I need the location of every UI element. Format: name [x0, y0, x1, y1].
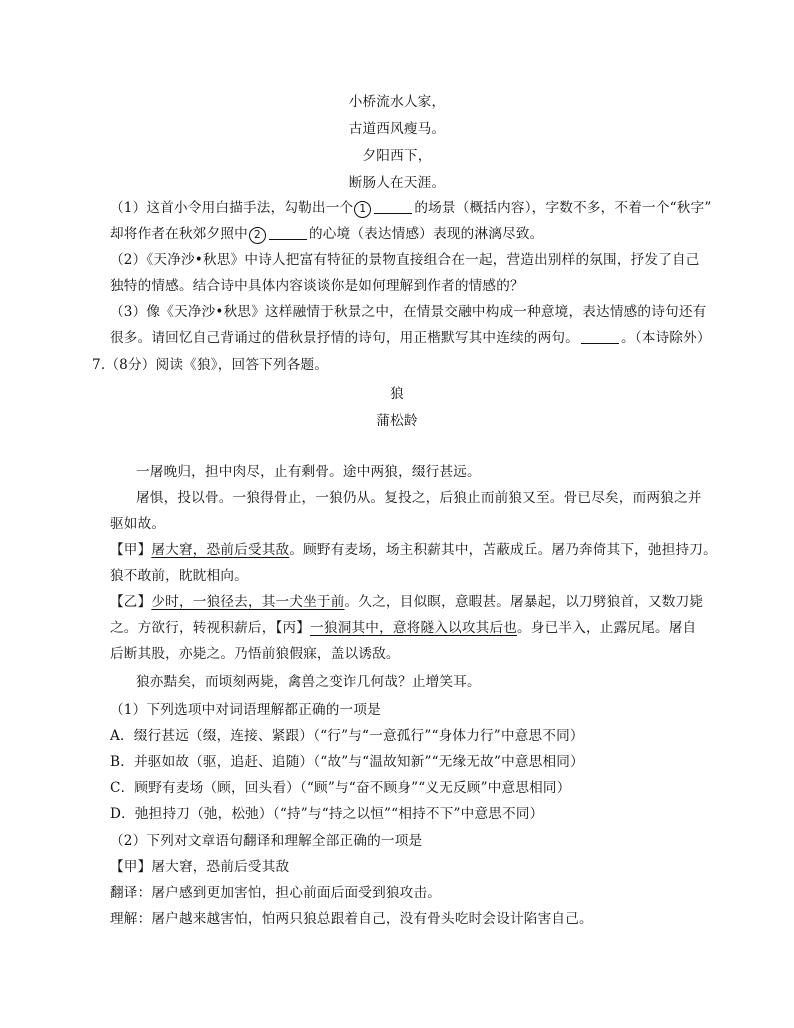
passage-author: 蒲松龄 — [376, 413, 418, 429]
q6-sub3-text-b: 。（本诗除外） — [621, 330, 711, 346]
passage-para-4-text-a: 之。方欲行，转视积薪后， — [110, 620, 276, 636]
q7-header: 7.（8分）阅读《狼》，回答下列各题。 — [92, 357, 329, 373]
passage-para-2-line2: 驱如故。 — [110, 516, 166, 532]
passage-para-4-line2 — [110, 618, 696, 638]
option-d[interactable]: D．弛担持刀（弛，松弛）（“持”与“持之以恒”“相持不下”中意思不同） — [110, 806, 544, 822]
q6-sub1-text-d: 的心境（表达情感）表现的淋漓尽致。 — [308, 226, 544, 242]
marker-bing: 【丙】 — [275, 620, 311, 636]
passage-para-4-line3: 后断其股，亦毙之。乃悟前狼假寐，盖以诱敌。 — [110, 646, 400, 662]
poem-line-1: 小桥流水人家， — [348, 94, 446, 110]
poem-line-4: 断肠人在天涯。 — [348, 175, 446, 191]
passage-title: 狼 — [390, 386, 404, 402]
q7-sub2-stem: （2）下列对文章语句翻译和理解全部正确的一项是 — [110, 833, 423, 849]
q7-sub1-stem: （1）下列选项中对词语理解都正确的一项是 — [110, 702, 381, 718]
q6-sub3-line1: （3）像《天净沙•秋思》这样融情于秋景之中，在情景交融中构成一种意境，表达情感的诗句还有 — [110, 304, 707, 320]
q7-sub2-quote: 【甲】屠大窘，恐前后受其敌 — [110, 859, 290, 875]
q6-sub1-text-b: 的场景（概括内容），字数不多，不着一个“秋字” — [414, 200, 712, 216]
underlined-sentence-bing: 一狼洞其中，意将隧入以攻其后也 — [310, 620, 518, 636]
q6-sub2-line1: （2）《天净沙•秋思》中诗人把富有特征的景物直接组合在一起，营造出别样的氛围，抒发了自己 — [110, 252, 700, 268]
answer-blank-3[interactable] — [581, 329, 619, 344]
option-b[interactable]: B．并驱如故（驱，追赶、追随）（“故”与“温故知新”“无缘无故”中意思相同） — [110, 754, 584, 770]
passage-para-3-line1 — [110, 540, 717, 560]
poem-line-2: 古道西风瘦马。 — [348, 121, 446, 137]
q6-sub1-text-c: 却将作者在秋郊夕照中 — [110, 226, 248, 242]
q6-sub1-line2 — [110, 224, 543, 244]
q7-sub2-understanding: 理解：屠户越来越害怕，怕两只狼总跟着自己，没有骨头吃时会设计陷害自己。 — [110, 911, 593, 927]
passage-para-3-line2: 狼不敢前，眈眈相向。 — [110, 568, 248, 584]
poem-line-3: 夕阳西下， — [362, 148, 432, 164]
marker-jia: 【甲】 — [110, 542, 152, 558]
q6-sub1-line1 — [110, 198, 712, 218]
q6-sub2-line2: 独特的情感。结合诗中具体内容谈谈你是如何理解到作者的情感的？ — [110, 278, 524, 294]
q7-sub2-translation: 翻译：屠户感到更加害怕，担心前面后面受到狼攻击。 — [110, 885, 442, 901]
underlined-sentence-jia: 屠大窘，恐前后受其敌 — [151, 542, 290, 558]
passage-para-1: 一屠晚归，担中肉尽，止有剩骨。途中两狼，缀行甚远。 — [136, 464, 481, 480]
passage-para-2-line1: 屠惧，投以骨。一狼得骨止，一狼仍从。复投之，后狼止而前狼又至。骨已尽矣，而两狼之并 — [136, 490, 702, 506]
underlined-sentence-yi: 少时，一狼径去，其一犬坐于前 — [151, 594, 345, 610]
answer-blank-2[interactable] — [269, 225, 307, 240]
passage-para-4-text-b: 。身已半入，止露尻尾。屠自 — [517, 620, 697, 636]
q6-sub3-line2 — [110, 328, 711, 348]
circled-number-2: 2 — [249, 227, 266, 244]
passage-para-4-line1 — [110, 592, 703, 612]
passage-para-5: 狼亦黠矣，而顷刻两毙，禽兽之变诈几何哉？止增笑耳。 — [136, 674, 481, 690]
answer-blank-1[interactable] — [374, 199, 412, 214]
q6-sub1-text-a: （1）这首小令用白描手法，勾勒出一个 — [110, 200, 354, 216]
option-a[interactable]: A．缀行甚远（缀，连接、紧跟）（“行”与“一意孤行”“身体力行”中意思不同） — [110, 728, 584, 744]
passage-para-3-rest: 。顾野有麦场，场主积薪其中，苫蔽成丘。屠乃奔倚其下，弛担持刀。 — [289, 542, 717, 558]
passage-para-4-rest: 。久之，目似瞑，意暇甚。屠暴起，以刀劈狼首，又数刀毙 — [344, 594, 704, 610]
circled-number-1: 1 — [354, 201, 371, 218]
option-c[interactable]: C．顾野有麦场（顾，回头看）（“顾”与“奋不顾身”“义无反顾”中意思相同） — [110, 780, 571, 796]
q6-sub3-text-a: 很多。请回忆自己背诵过的借秋景抒情的诗句，用正楷默写其中连续的两句。 — [110, 330, 579, 346]
marker-yi: 【乙】 — [110, 594, 152, 610]
